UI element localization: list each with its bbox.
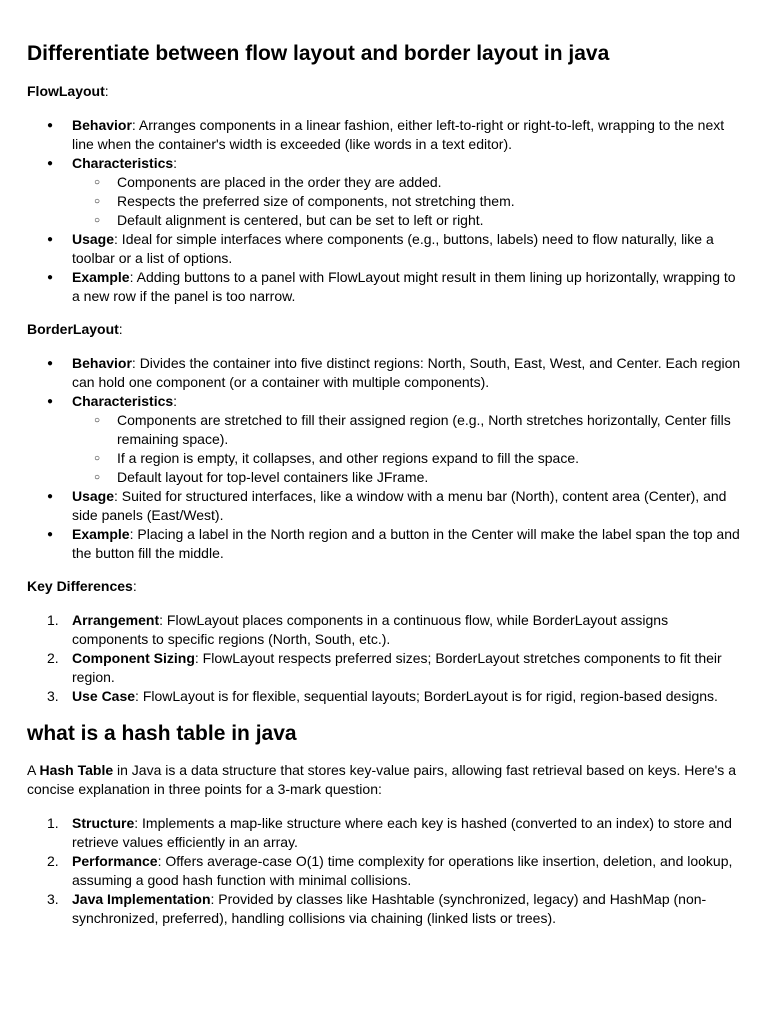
list-number: 3. [47,891,59,907]
list-number: 2. [47,650,59,666]
border-usage-label: Usage [72,488,115,504]
intro-bold: Hash Table [39,762,114,778]
flow-characteristics-label: Characteristics [72,155,174,171]
list-item: ○ Default alignment is centered, but can be set to left or right. [72,211,745,230]
list-item [27,890,745,928]
item-text: : Provided by classes like Hashtable (synchronized, legacy) and HashMap (non-synchronized, preferred), handling collisions via chaining (linked lists or trees). [72,891,707,926]
item-label: Performance [72,853,158,869]
flow-usage-item [27,230,745,268]
section-title-layouts: Differentiate between flow layout and border layout in java [27,42,610,65]
flow-behavior-item [27,116,745,154]
item-text: : FlowLayout places components in a continuous flow, while BorderLayout assigns components to specific regions (North, South, etc.). [72,612,669,647]
flow-usage-text: : Ideal for simple interfaces where components (e.g., buttons, labels) need to flow naturally, like a toolbar or a list of options. [72,231,714,266]
border-example-label: Example [72,526,130,542]
intro-text: in Java is a data structure that stores key-value pairs, allowing fast retrieval based on keys. Here's a concise explanation in three points for a 3-mark question: [27,762,736,797]
document-page [27,40,745,942]
flowlayout-heading-label: FlowLayout [27,83,105,99]
hash-table-intro [27,761,745,799]
item-text: : Implements a map-like structure where each key is hashed (converted to an index) to store and retrieve values efficiently in an array. [72,815,732,850]
key-differences-label: Key Differences [27,578,133,594]
border-example-text: : Placing a label in the North region and a button in the Center will make the label span the top and the button fill the middle. [72,526,740,561]
list-item [27,852,745,890]
intro-text: A [27,762,40,778]
list-item [27,611,745,649]
flowlayout-heading: FlowLayout: [27,83,109,99]
item-text: : FlowLayout is for flexible, sequential layouts; BorderLayout is for rigid, region-based designs. [135,688,718,704]
flow-characteristics-item: ● Characteristics: ○ Components are placed in the order they are added. ○ Respects the preferred size of components, not stretching them. ○ Default alignment is centered, but can be set to left or right. [27,154,745,230]
list-number: 1. [47,815,59,831]
border-characteristics-sublist [72,411,745,487]
key-differences-heading: Key Differences: [27,578,137,594]
flow-example-item [27,268,745,306]
list-number: 3. [47,688,59,704]
key-differences-list [27,611,745,706]
hash-table-list [27,814,745,928]
flow-example-text: : Adding buttons to a panel with FlowLayout might result in them lining up horizontally, wrapping to a new row if the panel is too narrow. [72,269,736,304]
borderlayout-heading-label: BorderLayout [27,321,119,337]
flow-usage-label: Usage [72,231,115,247]
list-item: ○ Default layout for top-level containers like JFrame. [72,468,745,487]
list-item: ○ If a region is empty, it collapses, and other regions expand to fill the space. [72,449,745,468]
flowlayout-list [27,116,745,306]
section-title-hash-table: what is a hash table in java [27,722,297,745]
border-example-item [27,525,745,563]
list-item: ○ Components are stretched to fill their assigned region (e.g., North stretches horizontally, Center fills remaining space). [72,411,745,449]
list-item: ○ Respects the preferred size of components, not stretching them. [72,192,745,211]
list-item [27,814,745,852]
list-item [27,649,745,687]
border-behavior-item [27,354,745,392]
list-item: ○ Components are placed in the order they are added. [72,173,745,192]
item-text: : Offers average-case O(1) time complexity for operations like insertion, deletion, and lookup, assuming a good hash function with minimal collisions. [72,853,733,888]
borderlayout-heading: BorderLayout: [27,321,123,337]
border-usage-text: : Suited for structured interfaces, like a window with a menu bar (North), content area (Center), and side panels (East/West). [72,488,727,523]
border-behavior-text: : Divides the container into five distinct regions: North, South, East, West, and Center. Each region can hold one component (or a container with multiple components). [72,355,741,390]
list-number: 1. [47,612,59,628]
flow-characteristics-sublist [72,173,745,230]
item-label: Use Case [72,688,136,704]
borderlayout-list [27,354,745,563]
border-characteristics-item: ● Characteristics: ○ Components are stretched to fill their assigned region (e.g., North stretches horizontally, Center fills remaining space). ○ If a region is empty, it collapses, and other regions expand to fill the space. ○ Default layout for top-level containers like JFrame. [27,392,745,487]
item-label: Component Sizing [72,650,195,666]
item-text: : FlowLayout respects preferred sizes; BorderLayout stretches components to fit their region. [72,650,722,685]
border-characteristics-label: Characteristics [72,393,174,409]
flow-behavior-label: Behavior [72,117,132,133]
list-number: 2. [47,853,59,869]
border-usage-item [27,487,745,525]
list-item [27,687,745,706]
flow-example-label: Example [72,269,130,285]
item-label: Arrangement [72,612,160,628]
flow-behavior-text: : Arranges components in a linear fashion, either left-to-right or right-to-left, wrapping to the next line when the container's width is exceeded (like words in a text editor). [72,117,725,152]
item-label: Java Implementation [72,891,211,907]
item-label: Structure [72,815,135,831]
border-behavior-label: Behavior [72,355,132,371]
